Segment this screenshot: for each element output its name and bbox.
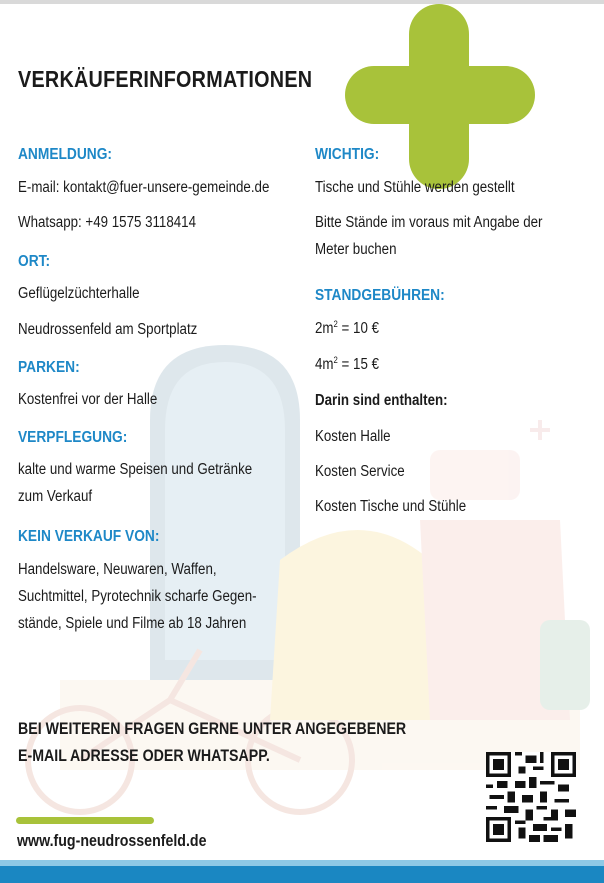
- heading-anmeldung: ANMELDUNG:: [18, 146, 113, 163]
- fee-2m: [315, 311, 560, 347]
- website-link[interactable]: www.fug-neudrossenfeld.de: [17, 832, 207, 850]
- kein-verkauf-line-3: stände, Spiele und Filme ab 18 Jahren: [18, 615, 247, 632]
- kein-verkauf-line-1: Handelsware, Neuwaren, Waffen,: [18, 561, 217, 578]
- verpflegung-line-2: zum Verkauf: [18, 488, 93, 505]
- ort-line-1: Geflügelzüchterhalle: [18, 285, 140, 302]
- heading-verpflegung: VERPFLEGUNG:: [18, 429, 128, 446]
- heading-ort: ORT:: [18, 253, 51, 270]
- heading-parken: PARKEN:: [18, 359, 80, 376]
- wichtig-line-1: Tische und Stühle werden gestellt: [315, 179, 515, 196]
- wichtig-line-2: Bitte Stände im voraus mit Angabe der: [315, 214, 543, 231]
- page-title: VERKÄUFERINFORMATIONEN: [18, 66, 313, 92]
- heading-wichtig: WICHTIG:: [315, 146, 380, 163]
- section-kein-verkauf: [18, 522, 308, 637]
- section-standgebuehren: [315, 281, 600, 524]
- included-item-2: Kosten Service: [315, 463, 405, 480]
- footer-stripe-blue: [0, 866, 604, 883]
- section-ort: [18, 248, 308, 348]
- closing-note: [18, 716, 406, 770]
- ort-line-2: Neudrossenfeld am Sportplatz: [18, 321, 198, 338]
- wichtig-line-3: Meter buchen: [315, 241, 397, 258]
- contact-email: E-mail: kontakt@fuer-unsere-gemeinde.de: [18, 179, 270, 196]
- section-wichtig: [315, 140, 600, 263]
- green-accent-bar: [16, 817, 154, 824]
- fee-4m-price: = 15 €: [337, 356, 379, 373]
- fee-2m-size: 2m: [315, 320, 334, 337]
- included-item-3: Kosten Tische und Stühle: [315, 498, 467, 515]
- qr-code-icon[interactable]: [486, 752, 576, 842]
- fee-4m-exponent: 2: [333, 354, 338, 365]
- closing-line-2: E-MAIL ADRESSE ODER WHATSAPP.: [18, 747, 270, 765]
- contact-whatsapp: Whatsapp: +49 1575 3118414: [18, 214, 197, 231]
- fee-2m-price: = 10 €: [337, 320, 379, 337]
- heading-kein-verkauf: KEIN VERKAUF VON:: [18, 528, 160, 545]
- closing-line-1: BEI WEITEREN FRAGEN GERNE UNTER ANGEGEBENER: [18, 720, 407, 738]
- left-column: [18, 140, 308, 637]
- fee-2m-exponent: 2: [333, 318, 338, 329]
- section-parken: [18, 354, 308, 418]
- right-column: [315, 140, 600, 524]
- section-verpflegung: [18, 424, 308, 510]
- included-item-1: Kosten Halle: [315, 428, 391, 445]
- fee-4m: [315, 347, 560, 383]
- heading-standgebuehren: STANDGEBÜHREN:: [315, 287, 445, 304]
- included-heading: Darin sind enthalten:: [315, 392, 448, 409]
- verpflegung-line-1: kalte und warme Speisen und Getränke: [18, 461, 253, 478]
- fee-4m-size: 4m: [315, 356, 334, 373]
- parken-line-1: Kostenfrei vor der Halle: [18, 391, 158, 408]
- kein-verkauf-line-2: Suchtmittel, Pyrotechnik scharfe Gegen-: [18, 588, 257, 605]
- section-anmeldung: [18, 140, 308, 240]
